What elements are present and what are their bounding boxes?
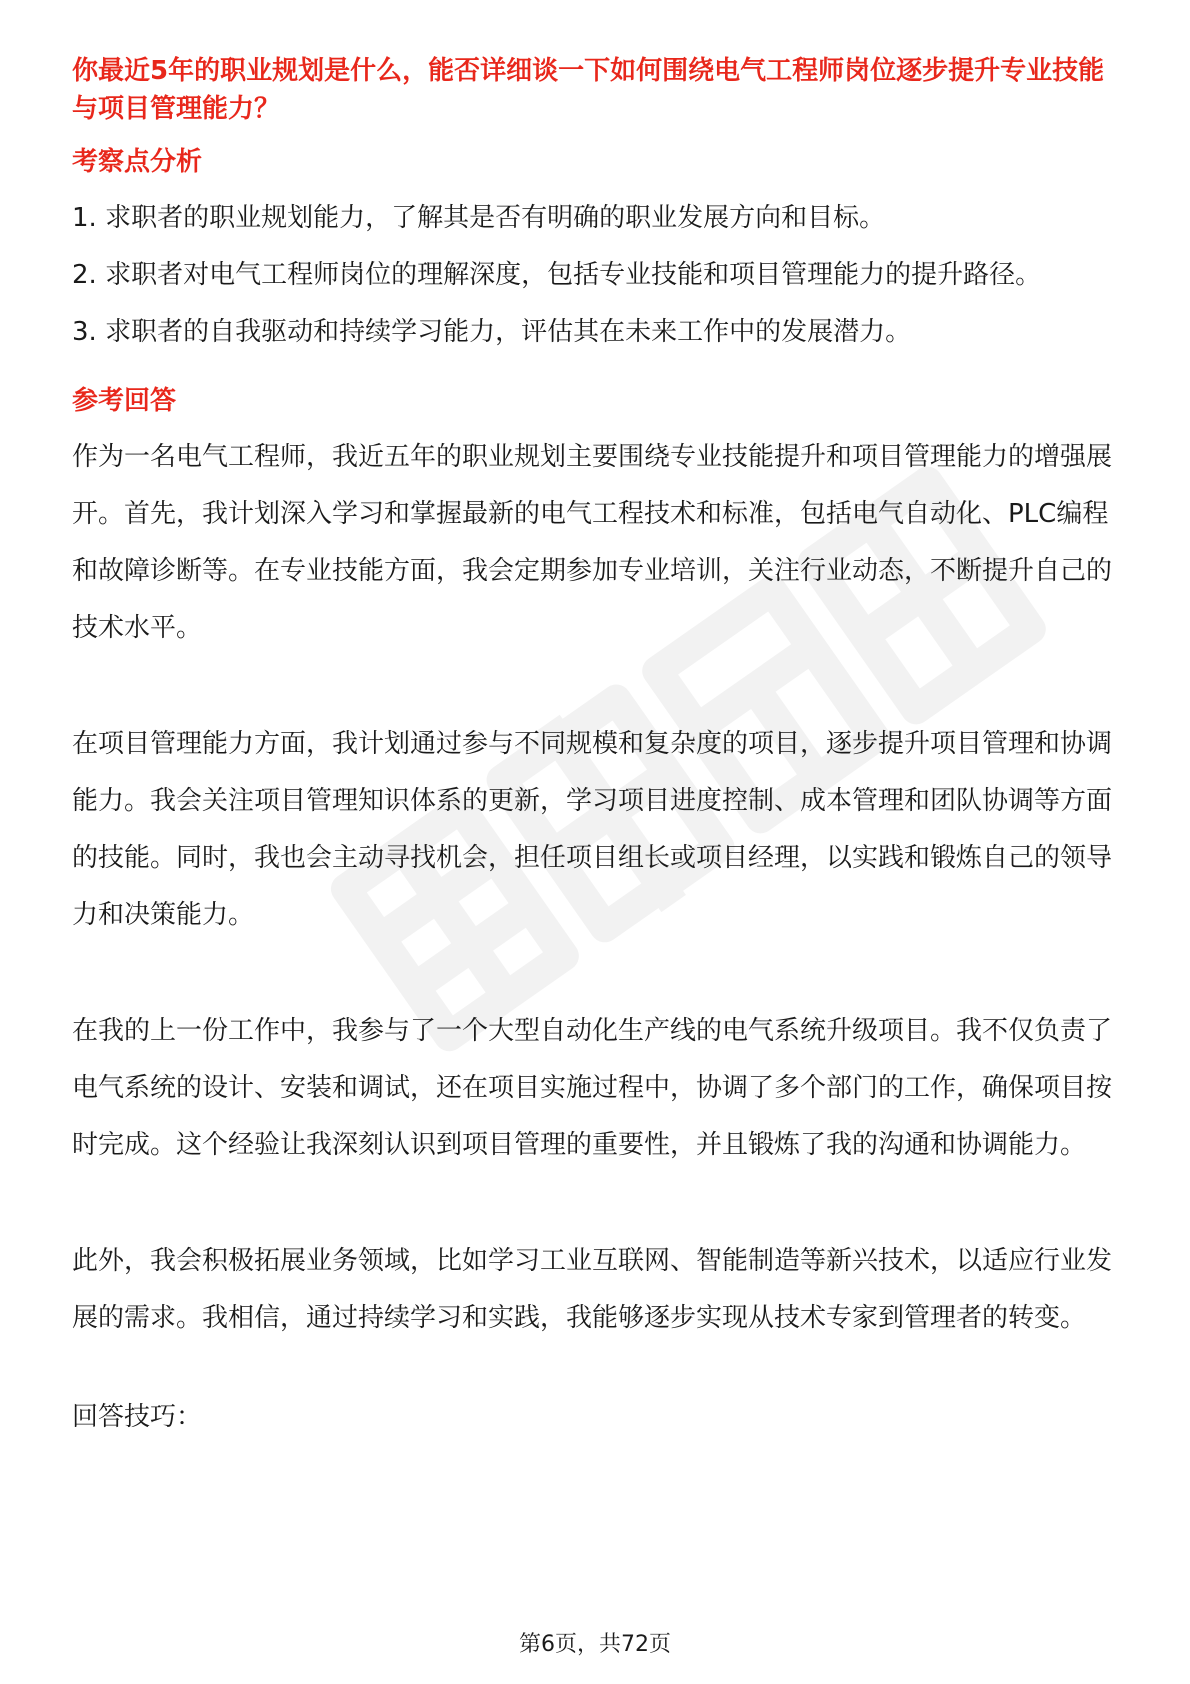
analysis-point: 1. 求职者的职业规划能力，了解其是否有明确的职业发展方向和目标。 [72, 203, 886, 233]
analysis-point: 2. 求职者对电气工程师岗位的理解深度，包括专业技能和项目管理能力的提升路径。 [72, 260, 1042, 290]
analysis-heading: 考察点分析 [72, 147, 203, 177]
analysis-point: 3. 求职者的自我驱动和持续学习能力，评估其在未来工作中的发展潜力。 [72, 317, 912, 347]
answer-paragraph: 在项目管理能力方面，我计划通过参与不同规模和复杂度的项目，逐步提升项目管理和协调能力。我会关注项目管理知识体系的更新，学习项目进度控制、成本管理和团队协调等方面的技能。同时，我也会主动寻找机会，担任项目组长或项目经理，以实践和锻炼自己的领导力和决策能力。 [72, 729, 1113, 930]
question-title: 你最近5年的职业规划是什么，能否详细谈一下如何围绕电气工程师岗位逐步提升专业技能与项目管理能力？ [72, 56, 1105, 124]
document-page [72, 52, 1118, 1437]
answer-paragraph: 此外，我会积极拓展业务领域，比如学习工业互联网、智能制造等新兴技术，以适应行业发展的需求。我相信，通过持续学习和实践，我能够逐步实现从技术专家到管理者的转变。 [72, 1246, 1113, 1333]
answer-paragraph: 作为一名电气工程师，我近五年的职业规划主要围绕专业技能提升和项目管理能力的增强展开。首先，我计划深入学习和掌握最新的电气工程技术和标准，包括电气自动化、PLC编程和故障诊断等。在专业技能方面，我会定期参加专业培训，关注行业动态，不断提升自己的技术水平。 [72, 442, 1113, 643]
answer-paragraph: 在我的上一份工作中，我参与了一个大型自动化生产线的电气系统升级项目。我不仅负责了电气系统的设计、安装和调试，还在项目实施过程中，协调了多个部门的工作，确保项目按时完成。这个经验让我深刻认识到项目管理的重要性，并且锻炼了我的沟通和协调能力。 [72, 1016, 1113, 1160]
analysis-points [72, 190, 1118, 361]
tips-label: 回答技巧： [72, 1402, 203, 1432]
analysis-section [72, 142, 1118, 361]
answer-heading: 参考回答 [72, 386, 177, 416]
page-number-footer: 第6页，共72页 [519, 1632, 671, 1657]
answer-section [72, 381, 1118, 1347]
